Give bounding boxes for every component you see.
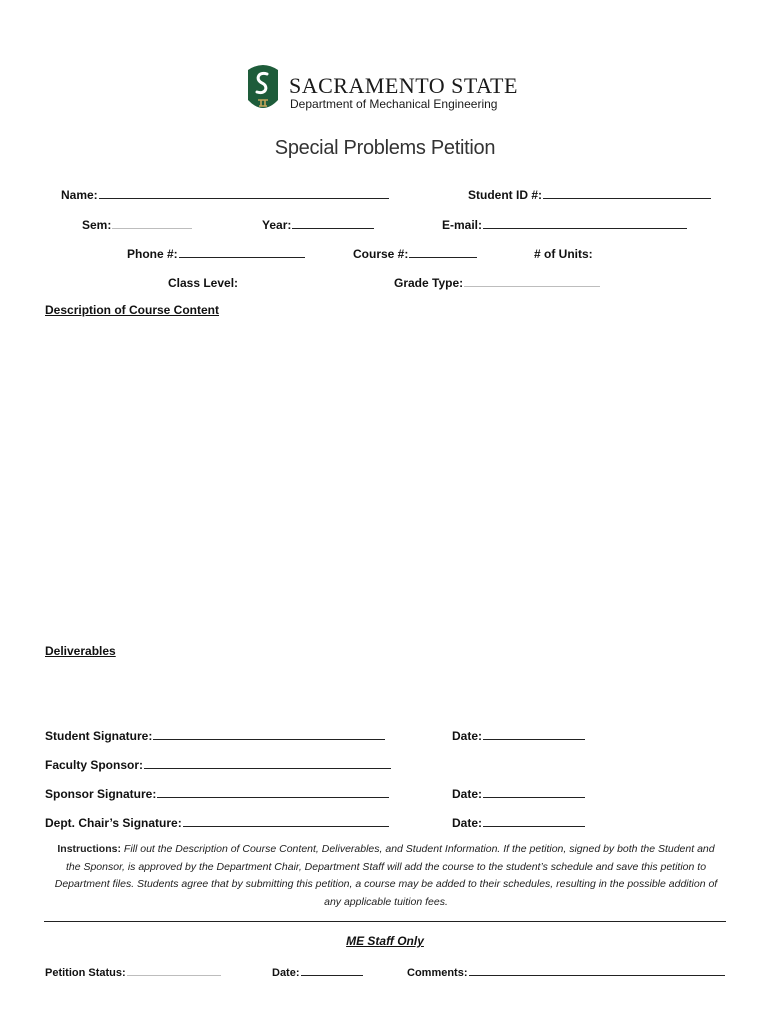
deliverables-heading: Deliverables — [45, 644, 116, 658]
petition-status-label: Petition Status: — [45, 967, 126, 979]
instructions-body: Fill out the Description of Course Content, Deliverables, and Student Information. If the petition, signed by both the Student and the Sponsor, is approved by the Department Chair, Department Staff will add the course to the student’s schedule and save this petition to Department files. Students agree that by submitting this petition, a course may be added to their schedules, resulting in the possible addition of any applicable tuition fees. — [54, 843, 718, 908]
comments-label: Comments: — [407, 967, 468, 979]
chair-date-field[interactable] — [452, 814, 585, 832]
petition-status-field[interactable] — [45, 963, 221, 981]
faculty-sponsor-field[interactable] — [45, 756, 391, 774]
course-field[interactable] — [353, 245, 477, 263]
instructions-text — [50, 841, 722, 911]
student-date-line[interactable] — [483, 727, 585, 740]
email-line[interactable] — [483, 216, 687, 229]
student-id-line[interactable] — [543, 186, 711, 199]
comments-line[interactable] — [469, 963, 725, 976]
year-field[interactable] — [262, 216, 374, 234]
staff-date-line[interactable] — [301, 963, 363, 976]
sacramento-state-logo-icon — [246, 62, 280, 116]
deliverables-area[interactable] — [45, 664, 725, 716]
units-field[interactable] — [534, 245, 593, 263]
student-id-field[interactable] — [468, 186, 711, 204]
student-date-label: Date: — [452, 729, 483, 743]
description-area[interactable] — [45, 324, 725, 634]
chair-signature-label: Dept. Chair’s Signature: — [45, 816, 182, 830]
chair-signature-field[interactable] — [45, 814, 389, 832]
student-id-label: Student ID #: — [468, 188, 542, 202]
year-line[interactable] — [292, 216, 374, 229]
grade-type-label: Grade Type: — [394, 276, 464, 290]
course-label: Course #: — [353, 247, 409, 261]
sem-line[interactable] — [112, 216, 192, 229]
course-line[interactable] — [409, 245, 477, 258]
sponsor-signature-line[interactable] — [157, 785, 389, 798]
grade-type-field[interactable] — [394, 274, 600, 292]
department-name: Department of Mechanical Engineering — [290, 97, 498, 111]
email-label: E-mail: — [442, 218, 483, 232]
sponsor-date-field[interactable] — [452, 785, 585, 803]
sem-field[interactable] — [82, 216, 192, 234]
class-level-field[interactable] — [168, 274, 238, 292]
description-heading: Description of Course Content — [45, 303, 220, 317]
chair-signature-line[interactable] — [183, 814, 389, 827]
instructions-label: Instructions: — [57, 843, 121, 855]
phone-label: Phone #: — [127, 247, 178, 261]
name-line[interactable] — [99, 186, 389, 199]
student-date-field[interactable] — [452, 727, 585, 745]
sponsor-date-label: Date: — [452, 787, 483, 801]
phone-line[interactable] — [179, 245, 305, 258]
sponsor-signature-label: Sponsor Signature: — [45, 787, 157, 801]
email-field[interactable] — [442, 216, 687, 234]
student-signature-label: Student Signature: — [45, 729, 153, 743]
comments-field[interactable] — [407, 963, 725, 981]
student-signature-line[interactable] — [153, 727, 385, 740]
staff-only-heading: ME Staff Only — [346, 934, 424, 948]
class-level-label: Class Level: — [168, 276, 239, 290]
staff-date-field[interactable] — [272, 963, 363, 981]
faculty-sponsor-label: Faculty Sponsor: — [45, 758, 144, 772]
year-label: Year: — [262, 218, 292, 232]
staff-date-label: Date: — [272, 967, 300, 979]
divider — [44, 921, 726, 922]
name-field[interactable] — [61, 186, 389, 204]
university-name: SACRAMENTO STATE — [289, 73, 518, 98]
sem-label: Sem: — [82, 218, 112, 232]
faculty-sponsor-line[interactable] — [144, 756, 391, 769]
grade-type-line[interactable] — [464, 274, 600, 287]
sponsor-signature-field[interactable] — [45, 785, 389, 803]
name-label: Name: — [61, 188, 98, 202]
student-signature-field[interactable] — [45, 727, 385, 745]
petition-status-line[interactable] — [127, 963, 221, 976]
page-title: Special Problems Petition — [274, 137, 496, 159]
phone-field[interactable] — [127, 245, 305, 263]
sponsor-date-line[interactable] — [483, 785, 585, 798]
chair-date-line[interactable] — [483, 814, 585, 827]
units-label: # of Units: — [534, 247, 593, 261]
chair-date-label: Date: — [452, 816, 483, 830]
